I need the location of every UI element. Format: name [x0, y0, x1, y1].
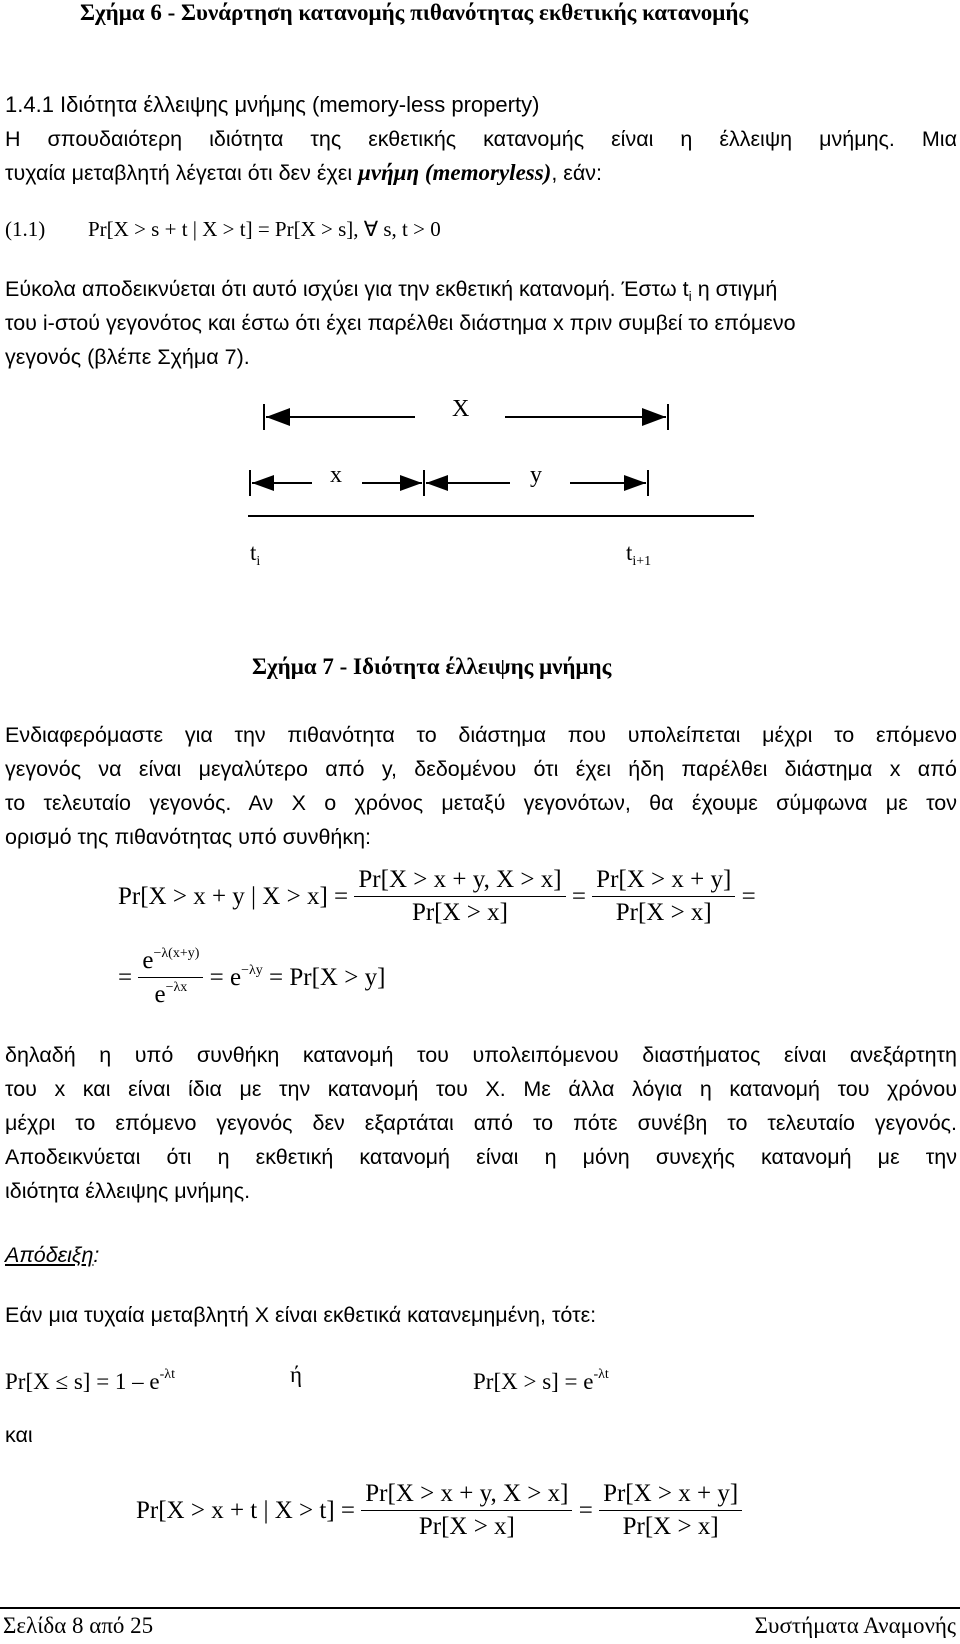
- proof-label: [5, 1238, 99, 1272]
- equation-1-1-label: (1.1): [5, 217, 46, 241]
- figure7-caption: Σχήμα 7 - Ιδιότητα έλλειψης μνήμης: [252, 654, 612, 679]
- intro-line-2-prefix: τυχαία μεταβλητή λέγεται ότι δεν έχει: [5, 161, 359, 185]
- proof-label-text: Απόδειξη: [5, 1243, 94, 1267]
- figure7-svg: [0, 380, 960, 620]
- footer-rule: [0, 1607, 960, 1609]
- label-y: y: [530, 462, 542, 488]
- intro-line-1: Η σπουδαιότερη ιδιότητα της εκθετικής κατανομής είναι η έλλειψη μνήμης. Μια: [5, 127, 957, 151]
- easy-para-line-3: γεγονός (βλέπε Σχήμα 7).: [5, 345, 250, 369]
- derivation-row-2-eq: =: [118, 963, 133, 991]
- section-heading: 1.4.1 Ιδιότητα έλλειψης μνήμης (memory-less property): [5, 92, 540, 117]
- cdf-left-text: Pr[X ≤ s] = 1 – e: [5, 1369, 160, 1394]
- derivation-frac-3-den: [138, 978, 203, 1009]
- derivation-frac-1-den: Pr[X > x]: [411, 899, 508, 926]
- intro-line-2: [5, 156, 602, 190]
- x-span-left-arrowhead: [266, 408, 290, 426]
- intro-line-2-suffix: , εάν:: [551, 161, 603, 185]
- cdf-left: [5, 1358, 175, 1399]
- equation-1-1: Pr[X > s + t | X > t] = Pr[X > s], ∀ s, t > 0: [88, 217, 441, 241]
- label-ti-sub: i: [256, 554, 261, 569]
- derivation-frac-2-num: Pr[X > x + y]: [592, 866, 735, 897]
- frac3-den-base: e: [154, 981, 166, 1008]
- cdf-right-exp: -λt: [593, 1367, 609, 1382]
- label-X: X: [452, 396, 470, 422]
- label-ti: [250, 540, 260, 570]
- final-eq-frac-1-den: Pr[X > x]: [418, 1513, 515, 1540]
- easy-line-1-sub: i: [688, 288, 692, 304]
- conclusion-line-2: του x και είναι ίδια με την κατανομή του X. Με άλλα λόγια η κατανομή του χρόνου: [5, 1077, 957, 1101]
- interest-line-2: γεγονός να είναι μεγαλύτερο από y, δεδομένου ότι έχει ήδη παρέλθει διάστημα x από: [5, 757, 957, 781]
- cdf-or: ή: [290, 1362, 303, 1387]
- small-x-left-arrowhead: [252, 475, 274, 491]
- final-equation: [136, 1480, 742, 1541]
- interest-line-4: ορισμό της πιθανότητας υπό συνθήκη:: [5, 825, 372, 849]
- final-eq-eq: =: [578, 1496, 593, 1524]
- final-eq-frac-2-num: Pr[X > x + y]: [599, 1480, 742, 1511]
- derivation-eq-end: =: [741, 882, 756, 910]
- derivation-frac-2: [592, 866, 735, 927]
- x-span-right-arrowhead: [642, 408, 666, 426]
- figure6-caption: Σχήμα 6 - Συνάρτηση κατανομής πιθανότητας εκθετικής κατανομής: [80, 0, 749, 25]
- footer-page: Σελίδα 8 από 25: [3, 1613, 154, 1638]
- cdf-right-text: Pr[X > s] = e: [473, 1369, 594, 1394]
- figure7-diagram: [0, 380, 960, 620]
- row2-end: = Pr[X > y]: [269, 964, 386, 991]
- frac3-num-exp: −λ(x+y): [153, 946, 200, 961]
- derivation-frac-1: [354, 866, 565, 927]
- cdf-left-exp: -λt: [159, 1367, 175, 1382]
- derivation-frac-3: [138, 946, 203, 1009]
- y-right-arrowhead: [624, 475, 646, 491]
- final-eq-frac-1-num: Pr[X > x + y, X > x]: [361, 1480, 572, 1511]
- interest-line-3: το τελευταίο γεγονός. Αν X ο χρόνος μεταξύ γεγονότων, θα έχουμε σύμφωνα με τον: [5, 791, 957, 815]
- label-ti-base: t: [250, 540, 257, 565]
- small-x-right-arrowhead: [400, 475, 422, 491]
- proof-colon: :: [93, 1243, 100, 1267]
- easy-line-1-end: η στιγμή: [691, 277, 778, 301]
- final-eq-lhs: Pr[X > x + t | X > t] =: [136, 1496, 356, 1524]
- derivation-row-2: [118, 946, 385, 1009]
- derivation-row-1: [118, 866, 756, 927]
- conclusion-line-3: μέχρι το επόμενο γεγονός δεν εξαρτάται από το πότε συνέβη το τελευταίο γεγονός.: [5, 1111, 957, 1135]
- derivation-frac-1-num: Pr[X > x + y, X > x]: [354, 866, 565, 897]
- label-x: x: [330, 462, 342, 488]
- derivation-row-2-mid: [210, 963, 386, 992]
- proof-intro: Εάν μια τυχαία μεταβλητή X είναι εκθετικά κατανεμημένη, τότε:: [5, 1303, 597, 1327]
- conclusion-line-1: δηλαδή η υπό συνθήκη κατανομή του υπολειπόμενου διαστήματος είναι ανεξάρτητη: [5, 1043, 957, 1067]
- derivation-lhs: Pr[X > x + y | X > x] =: [118, 882, 349, 910]
- final-eq-frac-1: [361, 1480, 572, 1541]
- frac3-den-exp: −λx: [165, 980, 188, 995]
- y-left-arrowhead: [426, 475, 448, 491]
- derivation-frac-2-den: Pr[X > x]: [615, 899, 712, 926]
- label-ti1-base: t: [626, 540, 633, 565]
- easy-para-line-2: του i-στού γεγονότος και έστω ότι έχει παρέλθει διάστημα x πριν συμβεί το επόμενο: [5, 311, 796, 335]
- label-ti1-sub: i+1: [632, 554, 652, 569]
- row2-mid-eq: = e: [209, 964, 242, 991]
- derivation-frac-3-num: [138, 946, 203, 978]
- kai-label: και: [5, 1423, 33, 1447]
- easy-line-1-text: Εύκολα αποδεικνύεται ότι αυτό ισχύει για την εκθετική κατανομή. Έστω t: [5, 277, 689, 301]
- memoryless-term: μνήμη (memoryless): [358, 160, 552, 185]
- conclusion-line-4: Αποδεικνύεται ότι η εκθετική κατανομή είναι η μόνη συνεχής κατανομή με την: [5, 1145, 957, 1169]
- interest-line-1: Ενδιαφερόμαστε για την πιθανότητα το διάστημα που υπολείπεται μέχρι το επόμενο: [5, 723, 957, 747]
- final-eq-frac-2-den: Pr[X > x]: [622, 1513, 719, 1540]
- cdf-right: [473, 1358, 609, 1399]
- footer-title: Συστήματα Αναμονής: [754, 1613, 956, 1638]
- row2-mid-exp: −λy: [241, 963, 263, 978]
- conclusion-line-5: ιδιότητα έλλειψης μνήμης.: [5, 1179, 251, 1203]
- frac3-num-base: e: [142, 947, 154, 974]
- label-ti1: [626, 540, 651, 570]
- final-eq-frac-2: [599, 1480, 742, 1541]
- derivation-eq: =: [571, 882, 586, 910]
